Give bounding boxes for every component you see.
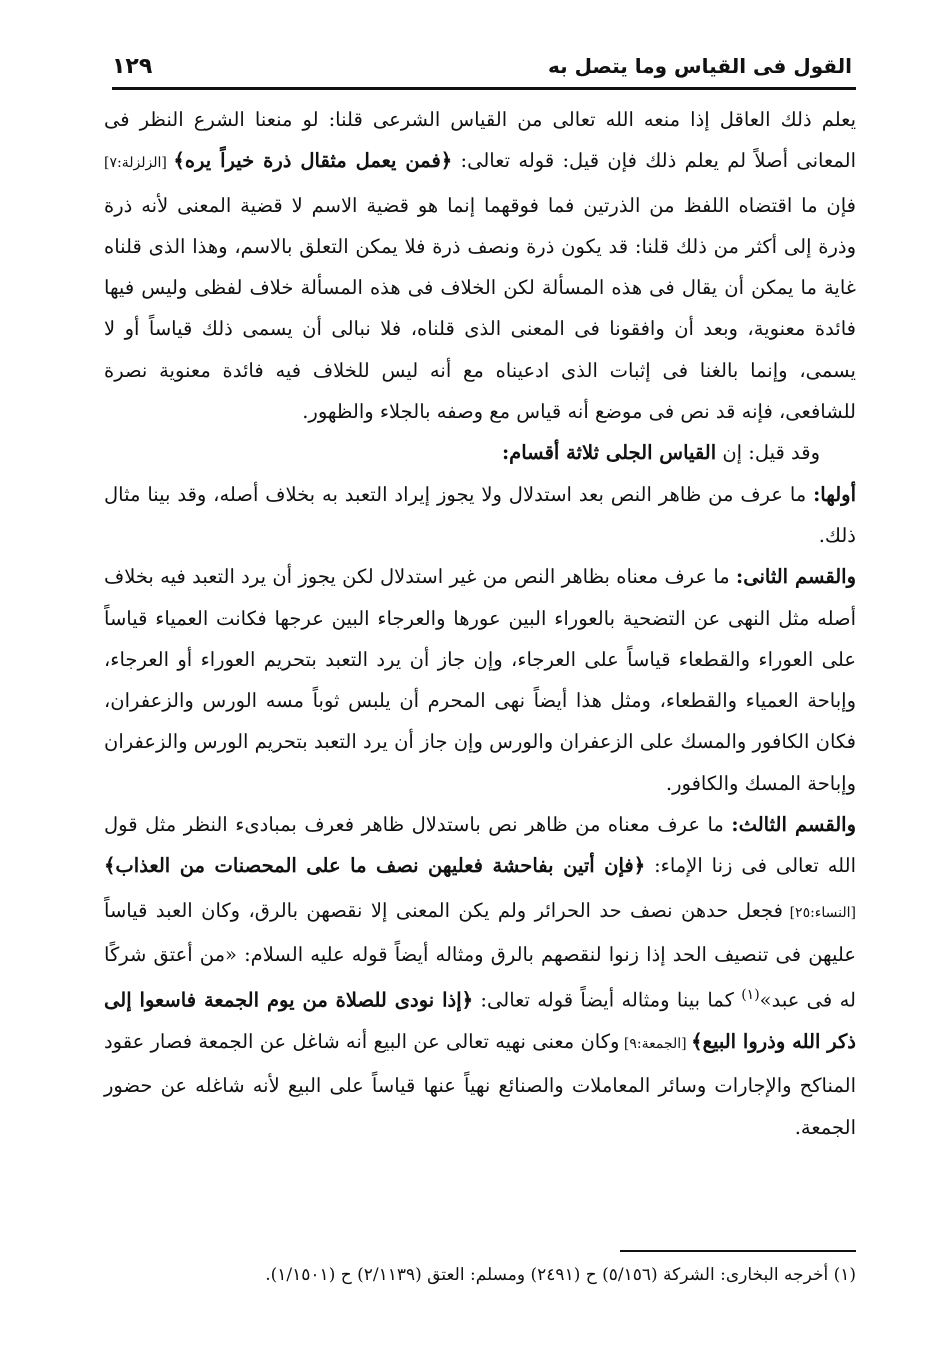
page-header bbox=[112, 46, 852, 86]
footnote-rule bbox=[620, 1250, 856, 1252]
p3-heading: أولها: bbox=[813, 482, 856, 506]
running-title: القول فى القياس وما يتصل به bbox=[547, 54, 852, 78]
verse-reference-3: [الجمعة:٩] bbox=[619, 1036, 692, 1053]
quran-verse-1: ﴿فمن يعمل مثقال ذرة خيراً يره﴾ bbox=[173, 149, 453, 173]
p5-text-1: ما عرف معناه من ظاهر نص باستدلال ظاهر فعرف بمبادىء النظر مثل قول الله تعالى فى زنا الإماء: bbox=[104, 813, 856, 878]
p5-text-2: فجعل حدهن نصف حد الحرائر ولم يكن المعنى إلا نقصهن بالرق، وكان العبد قياساً عليهن فى تنصيف الحد إذا زنوا لنقصهم بالرق ومثاله أيضاً قوله عليه السلام: «من أعتق شركًا له فى عبد» bbox=[104, 898, 856, 1012]
p1-text-1: يعلم ذلك العاقل إذا منعه الله تعالى من القياس الشرعى قلنا: لو منعنا الشرع النظر فى المعانى أصلاً لم يعلم ذلك فإن قيل: قوله تعالى: bbox=[104, 108, 857, 173]
paragraph-5 bbox=[104, 804, 856, 1148]
verse-reference-1: [الزلزلة:٧] bbox=[104, 155, 174, 172]
body-text bbox=[104, 99, 856, 1148]
p2-bold: القياس الجلى ثلاثة أقسام: bbox=[501, 441, 717, 465]
p1-text-2: فإن ما اقتضاه اللفظ من الذرتين فما فوقهما إنما هو قضية الاسم لا قضية المعنى لأنه ذرة وذرة إلى أكثر من ذلك قلنا: قد يكون ذرة ونصف ذرة فلا يمكن التعلق بالاسم، وهذا الذى قلناه غاية ما يمكن أن يقال فى هذه المسألة لكن الخلاف فى هذه المسألة خلاف لفظى وليس فيها فائدة معنوية، وبعد أن وافقونا فى المعنى الذى قلناه، فلا نبالى أن يسمى ذلك قياساً أو لا يسمى، وإنما بالغنا فى إثبات الذى ادعيناه مع أنه ليس للخلاف فيه فائدة معنوية نصرة للشافعى، فإنه قد نص فى موضع أنه قياس مع وصفه بالجلاء والظهور. bbox=[104, 193, 856, 424]
p5-text-4: وكان معنى نهيه تعالى عن البيع أنه شاغل عن الجمعة فصار عقود المناكح والإجارات وسائر المعاملات والصنائع نهياً عنها قياساً على البيع لأنه شاغله عن حضور الجمعة. bbox=[104, 1030, 856, 1139]
footnote-marker: (١) bbox=[741, 987, 760, 1004]
p5-heading: والقسم الثالث: bbox=[731, 813, 856, 837]
p3-text: ما عرف من ظاهر النص بعد استدلال ولا يجوز إيراد التعبد به بخلاف أصله، وقد بينا مثال ذلك. bbox=[104, 482, 856, 547]
paragraph-3 bbox=[104, 474, 856, 557]
p4-text: ما عرف معناه بظاهر النص من غير استدلال لكن يجوز أن يرد التعبد فيه بخلاف أصله مثل النهى عن التضحية بالعوراء البين عورها والعرجاء البين عرجها فكانت العمياء قياساً على العوراء والقطعاء قياساً على العرجاء، وإن جاز أن يرد التعبد بتحريم العوراء أو العرجاء، وإباحة العمياء والقطعاء، ومثل هذا أيضاً نهى المحرم أن يلبس ثوباً مسه الورس والزعفران، فكان الكافور والمسك على الزعفران والورس وإن جاز أن يرد التعبد بتحريم الورس والزعفران وإباحة المسك والكافور. bbox=[104, 565, 856, 795]
header-rule bbox=[112, 87, 856, 90]
p2-text: وقد قيل: إن bbox=[716, 441, 820, 465]
page-number: ١٢٩ bbox=[112, 53, 153, 79]
paragraph-4 bbox=[104, 556, 856, 804]
footnote: (١) أخرجه البخارى: الشركة (٥/١٥٦) ح (٢٤٩١) ومسلم: العتق (٢/١١٣٩) ح (١/١٥٠١). bbox=[265, 1265, 856, 1285]
quran-verse-2: ﴿فإن أتين بفاحشة فعليهن نصف ما على المحصنات من العذاب﴾ bbox=[104, 854, 646, 878]
quran-verse-3: ﴿إذا نودى للصلاة من يوم الجمعة فاسعوا إلى ذكر الله وذروا البيع﴾ bbox=[104, 988, 856, 1054]
p5-text-3: كما بينا ومثاله أيضاً قوله تعالى: bbox=[473, 988, 742, 1012]
paragraph-1 bbox=[104, 99, 856, 432]
p4-heading: والقسم الثانى: bbox=[736, 565, 856, 589]
paragraph-2 bbox=[104, 432, 856, 473]
verse-reference-2: [النساء:٢٥] bbox=[782, 904, 856, 921]
